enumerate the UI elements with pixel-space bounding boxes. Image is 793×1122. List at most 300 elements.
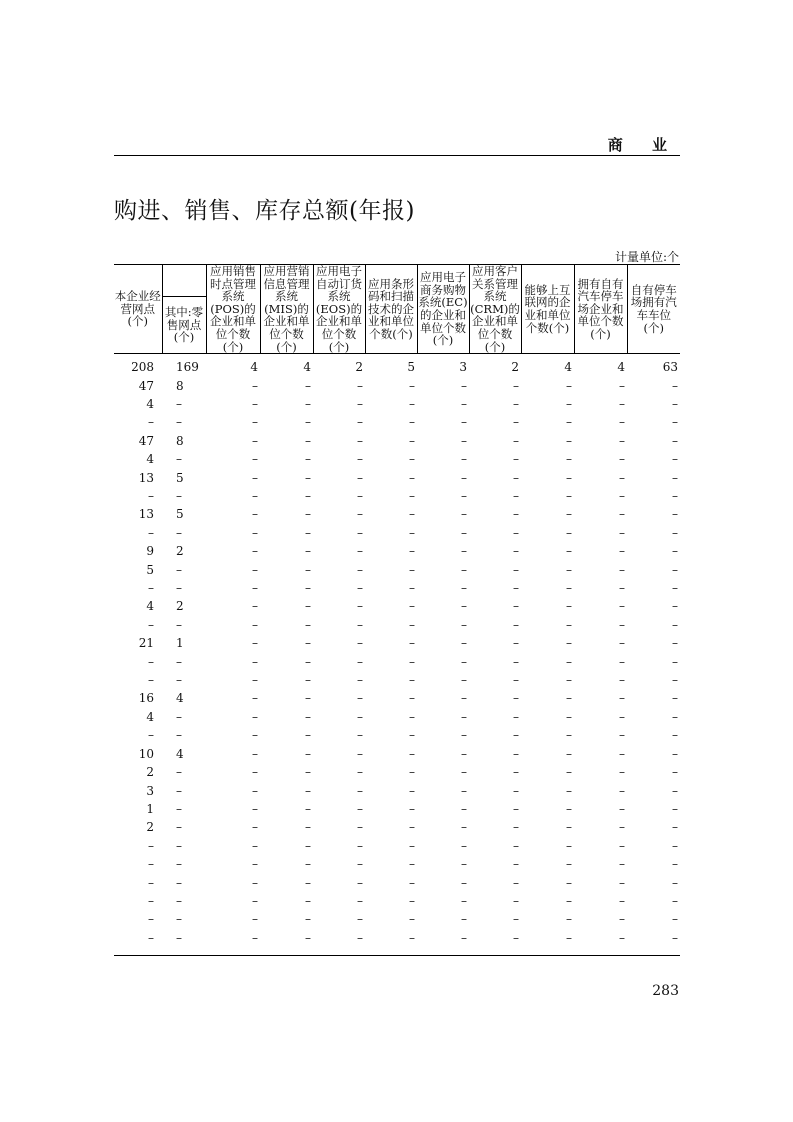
table-cell: 4: [250, 360, 258, 375]
table-cell: –: [176, 452, 182, 467]
table-cell: –: [461, 783, 467, 798]
table-cell: –: [566, 489, 572, 503]
table-cell: –: [409, 489, 415, 503]
table-cell: –: [252, 581, 258, 596]
table-cell: –: [619, 673, 625, 688]
table-cell: 2: [355, 360, 363, 375]
table-cell: –: [566, 599, 572, 614]
table-cell: –: [566, 875, 572, 890]
table-cell: –: [357, 728, 363, 743]
table-cell: –: [513, 507, 519, 522]
table-cell: –: [619, 746, 625, 761]
footer-rule: [114, 955, 680, 956]
page-title: 购进、销售、库存总额(年报): [114, 198, 415, 224]
table-cell: –: [305, 709, 311, 724]
table-cell: –: [513, 930, 519, 945]
table-row: [114, 910, 680, 928]
table-cell: –: [148, 893, 154, 908]
table-row: [114, 469, 680, 487]
table-row: [114, 413, 680, 431]
table-cell: –: [148, 525, 154, 540]
table-cell: –: [672, 525, 678, 540]
table-cell: –: [566, 396, 572, 411]
col-header-retail-outlets: 其中:零售网点(个): [162, 296, 206, 353]
table-cell: –: [357, 912, 363, 927]
table-cell: –: [513, 433, 519, 448]
table-cell: –: [619, 709, 625, 724]
table-cell: 21: [138, 636, 154, 651]
table-cell: –: [305, 875, 311, 890]
table-cell: –: [461, 746, 467, 761]
table-cell: –: [672, 378, 678, 393]
table-cell: –: [619, 415, 625, 430]
table-cell: –: [619, 489, 625, 503]
table-cell: –: [566, 452, 572, 467]
table-cell: –: [305, 617, 311, 632]
table-cell: –: [357, 581, 363, 596]
table-cell: –: [305, 378, 311, 393]
table-cell: –: [672, 912, 678, 927]
table-cell: –: [176, 728, 182, 743]
table-cell: –: [566, 617, 572, 632]
table-row: [114, 782, 680, 800]
table-cell: –: [409, 654, 415, 669]
table-cell: –: [672, 452, 678, 467]
table-row: [114, 689, 680, 707]
table-cell: –: [357, 820, 363, 835]
table-cell: –: [305, 654, 311, 669]
table-cell: –: [409, 875, 415, 890]
table-cell: –: [461, 581, 467, 596]
table-cell: –: [252, 507, 258, 522]
table-cell: –: [252, 930, 258, 945]
table-cell: –: [252, 433, 258, 448]
table-cell: –: [513, 893, 519, 908]
table-cell: 4: [176, 746, 184, 761]
table-cell: 3: [146, 783, 154, 798]
table-row: [114, 505, 680, 523]
table-cell: –: [619, 691, 625, 706]
table-row: [114, 354, 680, 377]
table-cell: –: [619, 838, 625, 853]
table-cell: –: [672, 654, 678, 669]
table-cell: –: [357, 857, 363, 872]
table-cell: –: [252, 599, 258, 614]
table-cell: –: [305, 893, 311, 908]
table-cell: –: [305, 396, 311, 411]
table-cell: –: [305, 930, 311, 945]
table-cell: –: [513, 709, 519, 724]
col-header-mis: 应用营销信息管理系统(MIS)的企业和单位个数(个): [260, 265, 313, 354]
table-cell: –: [305, 801, 311, 816]
table-cell: –: [461, 452, 467, 467]
table-cell: –: [148, 728, 154, 743]
table-cell: –: [409, 893, 415, 908]
table-cell: –: [566, 820, 572, 835]
table-cell: –: [513, 544, 519, 559]
table-cell: –: [305, 470, 311, 485]
table-cell: 5: [407, 360, 415, 375]
table-cell: –: [672, 691, 678, 706]
table-row: [114, 874, 680, 892]
table-cell: –: [513, 801, 519, 816]
table-cell: 4: [176, 691, 184, 706]
table-cell: –: [409, 544, 415, 559]
table-cell: –: [513, 415, 519, 430]
table-cell: –: [305, 452, 311, 467]
table-cell: 13: [138, 507, 154, 522]
table-cell: –: [409, 820, 415, 835]
table-cell: –: [672, 599, 678, 614]
table-cell: –: [619, 433, 625, 448]
table-cell: –: [566, 525, 572, 540]
table-cell: –: [252, 857, 258, 872]
col-header-ec: 应用电子商务购物系统(EC)的企业和单位个数(个): [417, 265, 469, 354]
table-cell: –: [176, 801, 182, 816]
table-cell: –: [566, 636, 572, 651]
table-cell: 8: [176, 433, 184, 448]
table-cell: –: [461, 378, 467, 393]
table-cell: 169: [176, 360, 199, 375]
table-cell: –: [148, 857, 154, 872]
table-cell: –: [619, 912, 625, 927]
table-cell: –: [409, 525, 415, 540]
table-cell: –: [672, 581, 678, 596]
col-header-pos: 应用销售时点管理系统(POS)的企业和单位个数(个): [206, 265, 260, 354]
table-cell: –: [148, 673, 154, 688]
table-cell: –: [176, 930, 182, 945]
table-cell: –: [148, 415, 154, 430]
table-cell: –: [619, 470, 625, 485]
table-cell: –: [305, 838, 311, 853]
table-cell: –: [672, 617, 678, 632]
table-cell: –: [252, 617, 258, 632]
table-cell: 5: [176, 470, 184, 485]
table-cell: –: [513, 912, 519, 927]
table-cell: 2: [176, 544, 184, 559]
table-cell: –: [513, 562, 519, 577]
table-cell: 5: [146, 562, 154, 577]
table-cell: –: [513, 452, 519, 467]
table-cell: –: [148, 489, 154, 503]
table-cell: –: [566, 838, 572, 853]
table-row: [114, 542, 680, 560]
table-cell: –: [305, 912, 311, 927]
table-cell: –: [566, 415, 572, 430]
table-cell: –: [357, 378, 363, 393]
table-cell: –: [409, 857, 415, 872]
table-cell: –: [176, 654, 182, 669]
table-cell: –: [357, 525, 363, 540]
table-cell: –: [566, 581, 572, 596]
table-cell: –: [619, 544, 625, 559]
table-cell: –: [409, 433, 415, 448]
table-cell: –: [357, 489, 363, 503]
table-cell: –: [566, 378, 572, 393]
table-cell: –: [619, 636, 625, 651]
table-cell: –: [305, 507, 311, 522]
table-row: [114, 763, 680, 781]
table-row: [114, 892, 680, 910]
table-cell: –: [176, 415, 182, 430]
table-row: [114, 487, 680, 505]
table-cell: –: [176, 820, 182, 835]
table-cell: 2: [511, 360, 519, 375]
table-row: [114, 634, 680, 652]
table-cell: –: [357, 838, 363, 853]
table-row: [114, 395, 680, 413]
table-cell: 1: [176, 636, 184, 651]
table-cell: –: [672, 673, 678, 688]
table-cell: –: [409, 581, 415, 596]
table-cell: –: [252, 525, 258, 540]
table-cell: –: [461, 544, 467, 559]
table-row: [114, 450, 680, 468]
table-cell: –: [176, 893, 182, 908]
table-cell: –: [461, 709, 467, 724]
table-row: [114, 561, 680, 579]
table-cell: –: [672, 709, 678, 724]
table-cell: –: [357, 599, 363, 614]
table-cell: –: [619, 765, 625, 780]
section-label: 商 业: [607, 136, 679, 154]
table-cell: 47: [138, 378, 154, 393]
table-cell: –: [619, 930, 625, 945]
table-cell: –: [672, 893, 678, 908]
table-cell: –: [619, 820, 625, 835]
table-row: [114, 800, 680, 818]
table-cell: –: [461, 525, 467, 540]
table-cell: –: [513, 654, 519, 669]
table-cell: –: [566, 654, 572, 669]
table-cell: –: [409, 728, 415, 743]
table-cell: –: [619, 857, 625, 872]
table-cell: –: [461, 415, 467, 430]
table-cell: –: [513, 857, 519, 872]
table-cell: –: [619, 728, 625, 743]
table-cell: –: [252, 709, 258, 724]
table-cell: –: [357, 544, 363, 559]
table-cell: –: [672, 470, 678, 485]
table-cell: –: [252, 875, 258, 890]
table-row: [114, 579, 680, 597]
table-cell: –: [409, 617, 415, 632]
table-cell: –: [566, 765, 572, 780]
table-row: [114, 929, 680, 947]
table-cell: –: [513, 691, 519, 706]
table-cell: –: [357, 893, 363, 908]
table-cell: –: [513, 599, 519, 614]
col-header-internet: 能够上互联网的企业和单位个数(个): [521, 265, 574, 354]
table-cell: –: [672, 636, 678, 651]
table-cell: –: [305, 489, 311, 503]
table-cell: –: [672, 838, 678, 853]
table-cell: –: [252, 746, 258, 761]
table-cell: –: [305, 544, 311, 559]
table-cell: –: [148, 654, 154, 669]
table-row: [114, 855, 680, 873]
table-cell: –: [461, 930, 467, 945]
table-cell: –: [176, 525, 182, 540]
table-cell: –: [461, 599, 467, 614]
table-cell: –: [672, 433, 678, 448]
table-cell: –: [252, 765, 258, 780]
table-cell: –: [513, 636, 519, 651]
table-cell: 4: [146, 452, 154, 467]
table-cell: 2: [146, 765, 154, 780]
table-cell: –: [619, 617, 625, 632]
table-cell: –: [566, 801, 572, 816]
table-cell: –: [252, 783, 258, 798]
table-cell: –: [619, 893, 625, 908]
table-cell: –: [409, 838, 415, 853]
table-cell: –: [305, 636, 311, 651]
table-cell: –: [305, 691, 311, 706]
table-cell: –: [252, 654, 258, 669]
table-cell: –: [176, 562, 182, 577]
table-cell: 63: [662, 360, 678, 375]
table-cell: –: [461, 801, 467, 816]
table-cell: –: [672, 930, 678, 945]
table-cell: –: [409, 709, 415, 724]
table-cell: –: [566, 930, 572, 945]
table-cell: –: [357, 396, 363, 411]
table-row: [114, 671, 680, 689]
table-cell: –: [305, 728, 311, 743]
table-cell: –: [619, 507, 625, 522]
table-cell: –: [513, 765, 519, 780]
col-header-parking-units: 拥有自有汽车停车场企业和单位个数(个): [574, 265, 627, 354]
table-cell: –: [305, 415, 311, 430]
table-cell: –: [252, 636, 258, 651]
table-cell: –: [357, 636, 363, 651]
table-cell: –: [409, 930, 415, 945]
table-cell: –: [619, 783, 625, 798]
table-cell: –: [252, 691, 258, 706]
table-cell: –: [148, 912, 154, 927]
table-row: [114, 597, 680, 615]
table-cell: –: [461, 433, 467, 448]
table-cell: 2: [176, 599, 184, 614]
table-cell: –: [409, 801, 415, 816]
table-cell: –: [305, 857, 311, 872]
table-cell: –: [357, 673, 363, 688]
table-cell: –: [409, 562, 415, 577]
table-cell: –: [409, 599, 415, 614]
table-cell: –: [513, 378, 519, 393]
table-cell: –: [513, 673, 519, 688]
table-cell: –: [305, 433, 311, 448]
table-cell: 16: [138, 691, 154, 706]
table-cell: –: [672, 801, 678, 816]
table-cell: –: [357, 930, 363, 945]
table-cell: –: [409, 765, 415, 780]
table-cell: –: [409, 378, 415, 393]
table-cell: –: [672, 728, 678, 743]
table-cell: –: [252, 728, 258, 743]
table-cell: –: [461, 673, 467, 688]
table-cell: –: [672, 820, 678, 835]
table-cell: –: [305, 562, 311, 577]
table-cell: –: [461, 728, 467, 743]
table-cell: –: [305, 599, 311, 614]
table-cell: –: [176, 857, 182, 872]
table-cell: –: [357, 709, 363, 724]
table-row: [114, 745, 680, 763]
table-cell: –: [357, 654, 363, 669]
col-header-crm: 应用客户关系管理系统(CRM)的企业和单位个数(个): [470, 264, 520, 354]
unit-note: 计量单位:个: [614, 250, 679, 264]
table-cell: –: [566, 691, 572, 706]
table-cell: –: [619, 875, 625, 890]
col-header-barcode: 应用条形码和扫描技术的企业和单位个数(个): [365, 265, 417, 354]
table-cell: 4: [303, 360, 311, 375]
table-cell: –: [252, 470, 258, 485]
table-cell: –: [461, 765, 467, 780]
table-row: [114, 818, 680, 836]
table-cell: –: [409, 452, 415, 467]
table-cell: –: [619, 525, 625, 540]
table-cell: –: [148, 838, 154, 853]
table-cell: –: [566, 544, 572, 559]
table-cell: 10: [138, 746, 154, 761]
table-cell: –: [409, 396, 415, 411]
table-cell: –: [672, 875, 678, 890]
table-cell: –: [252, 415, 258, 430]
table-cell: –: [672, 783, 678, 798]
table-cell: –: [305, 765, 311, 780]
header-rule: [114, 155, 680, 156]
table-cell: –: [672, 765, 678, 780]
table-cell: –: [513, 746, 519, 761]
table-row: [114, 653, 680, 671]
table-cell: –: [176, 875, 182, 890]
table-cell: –: [461, 489, 467, 503]
table-cell: –: [357, 415, 363, 430]
table-cell: –: [305, 581, 311, 596]
table-cell: –: [357, 507, 363, 522]
table-cell: –: [513, 875, 519, 890]
table-cell: –: [176, 783, 182, 798]
table-cell: 4: [564, 360, 572, 375]
table-cell: –: [252, 801, 258, 816]
table-cell: –: [409, 783, 415, 798]
table-cell: –: [409, 691, 415, 706]
table-row: [114, 524, 680, 542]
table-row: [114, 726, 680, 744]
table-cell: 47: [138, 433, 154, 448]
table-cell: –: [461, 893, 467, 908]
table-cell: –: [176, 396, 182, 411]
table-cell: –: [461, 857, 467, 872]
table-cell: –: [176, 617, 182, 632]
col-header-eos: 应用电子自动订货系统(EOS)的企业和单位个数(个): [313, 265, 365, 354]
table-cell: –: [619, 562, 625, 577]
table-cell: –: [461, 617, 467, 632]
table-cell: –: [176, 709, 182, 724]
table-cell: –: [176, 838, 182, 853]
table-cell: –: [619, 378, 625, 393]
table-cell: –: [252, 489, 258, 503]
table-cell: –: [513, 396, 519, 411]
col-header-outlets: 本企业经营网点(个): [114, 265, 162, 354]
table-cell: –: [409, 470, 415, 485]
table-row: [114, 708, 680, 726]
table-cell: 4: [146, 709, 154, 724]
table-row: [114, 616, 680, 634]
table-body: [114, 354, 680, 948]
table-cell: –: [357, 470, 363, 485]
